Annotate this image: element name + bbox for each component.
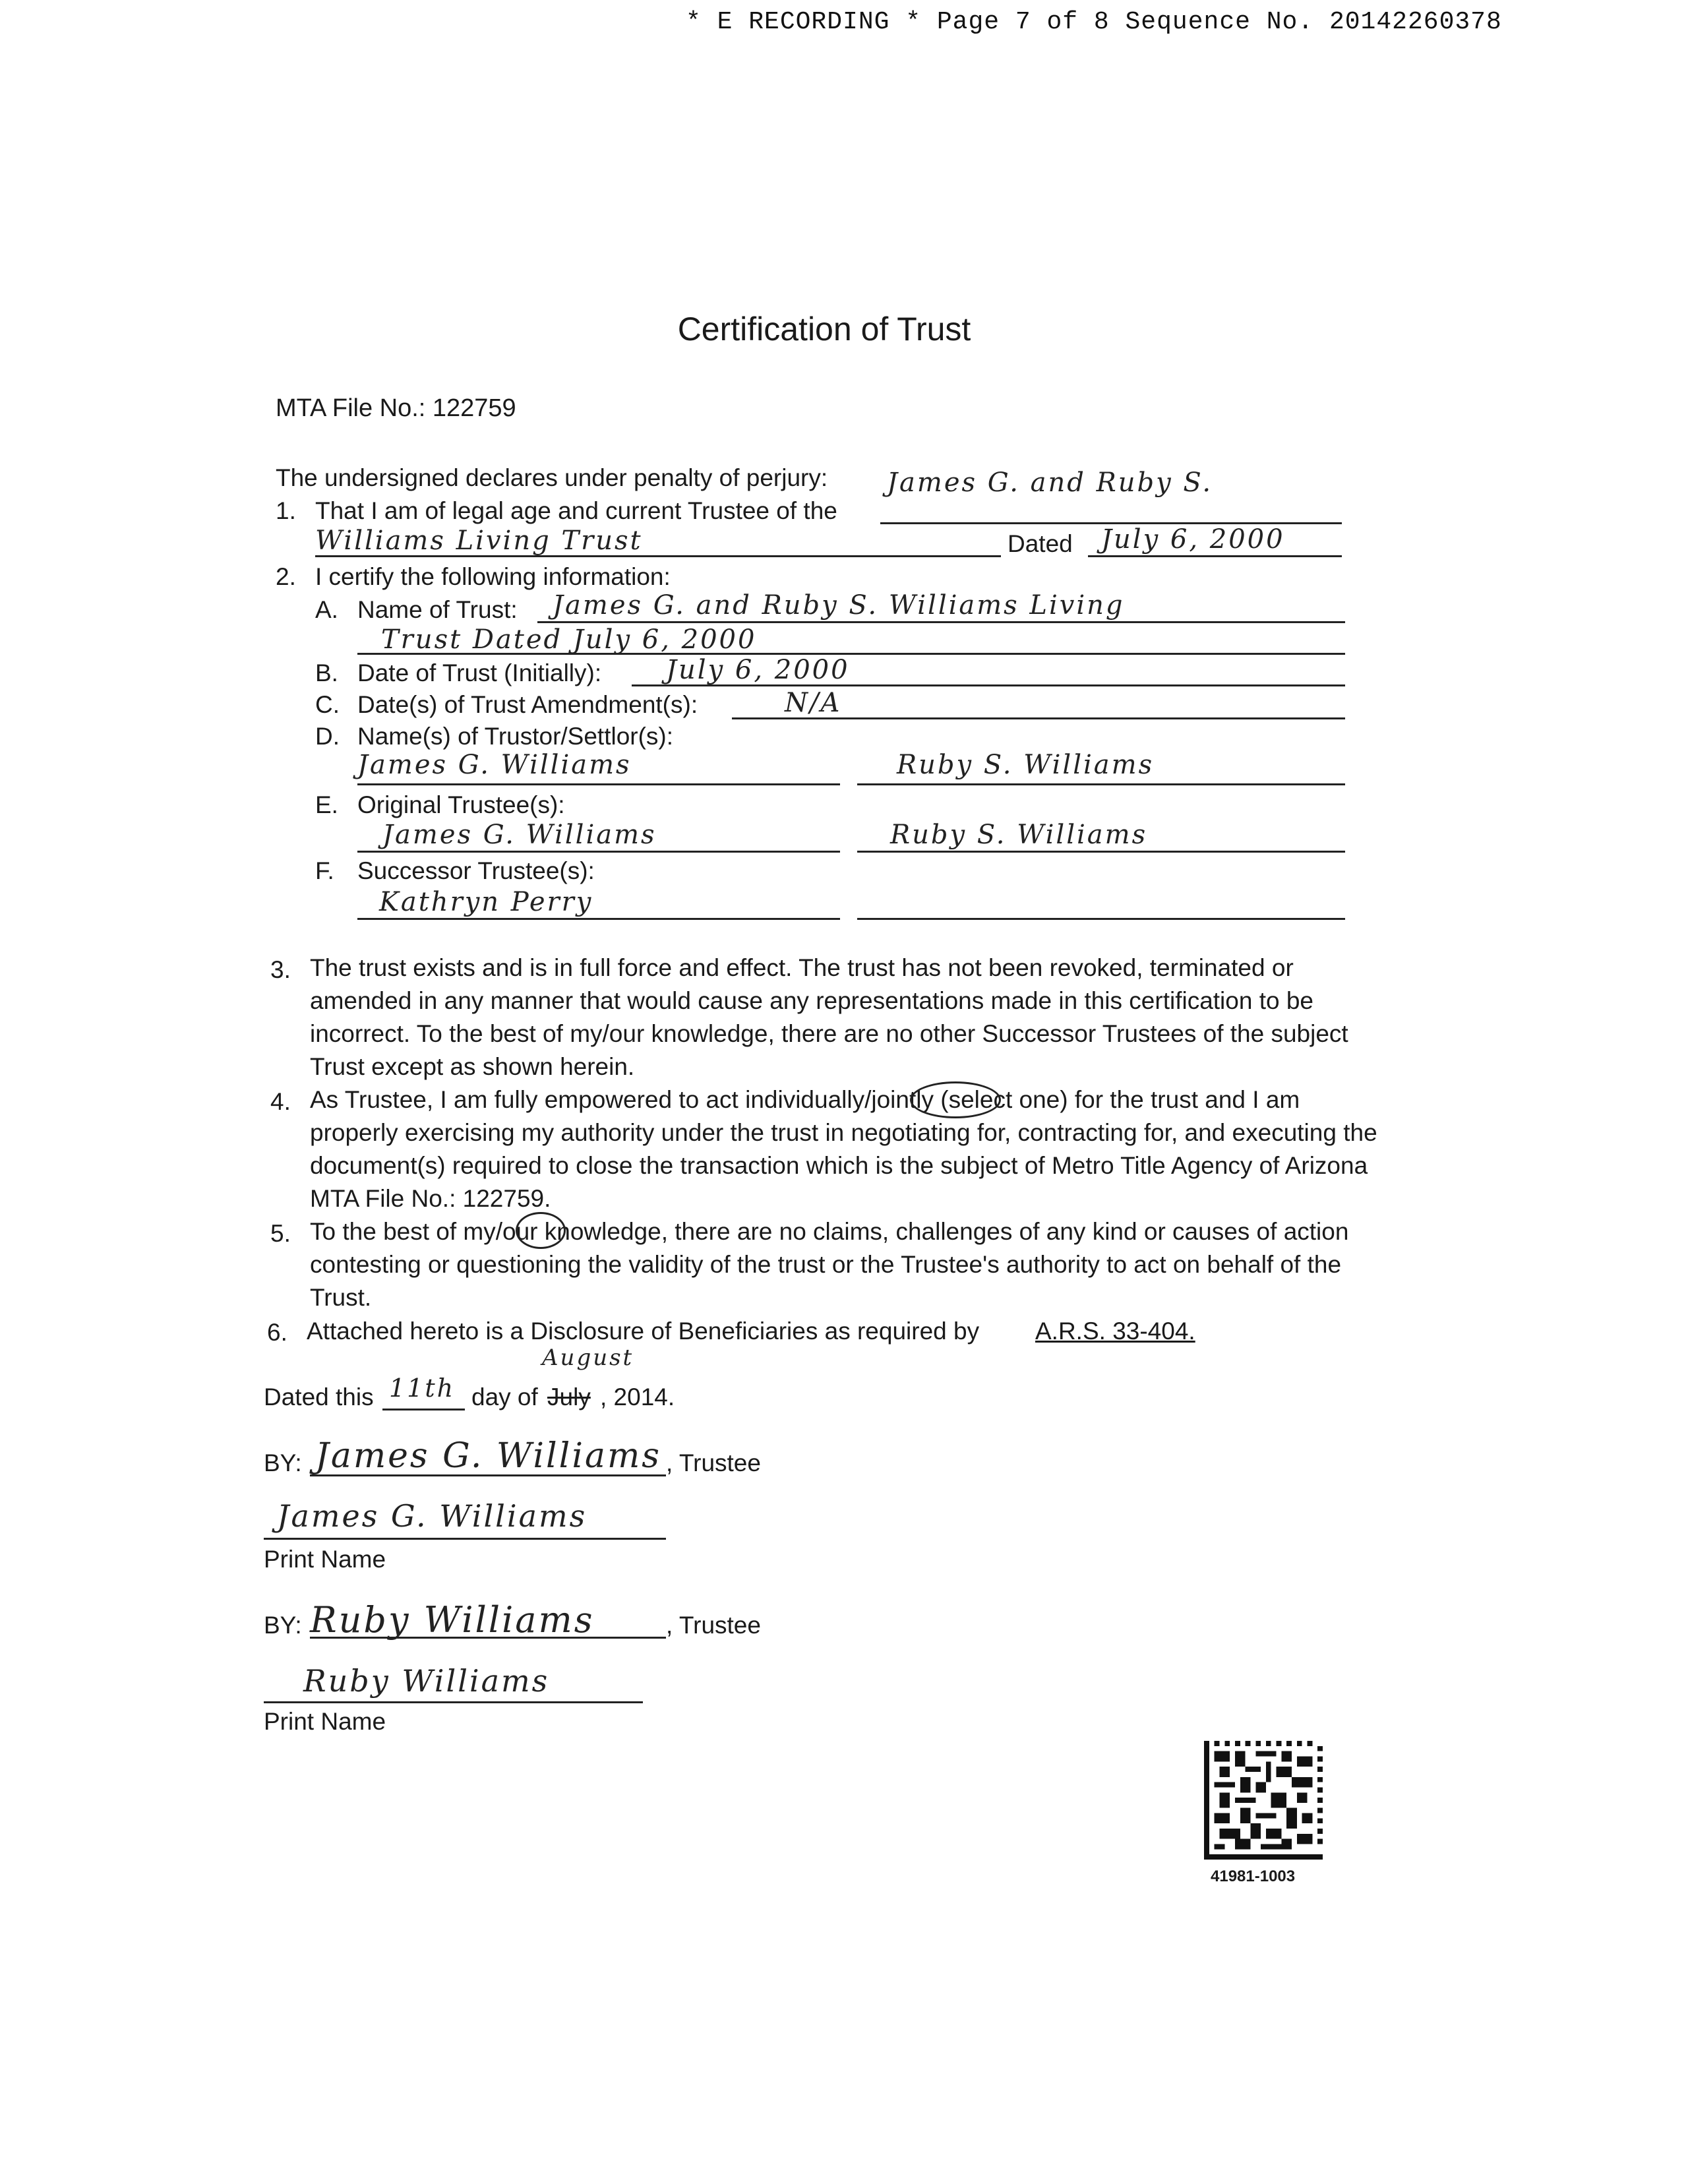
item-2-label: I certify the following information:: [315, 563, 671, 590]
item-2a-line-1: [537, 621, 1345, 623]
2d-barcode: [1203, 1741, 1324, 1860]
item-2a-line-2: [357, 653, 1345, 655]
handwritten-item-1-date: July 6, 2000: [1101, 524, 1285, 555]
jointly-selection-circle: [910, 1081, 1001, 1118]
handwritten-amendments: N/A: [785, 688, 842, 718]
print-name-label-2: Print Name: [264, 1708, 386, 1735]
signature-line-2: [310, 1637, 666, 1639]
item-2c-label: Date(s) of Trust Amendment(s):: [357, 691, 698, 718]
item-2e-line-left: [357, 851, 840, 853]
handwritten-original-trustee-1: James G. Williams: [382, 820, 657, 850]
item-5-number: 5.: [270, 1220, 291, 1247]
item-4-text: As Trustee, I am fully empowered to act individually/jointly (select one) for the trust and I am properly exercising my authority under the trust in negotiating for, contracting for, and executing the document(s) required to close the transaction which is the subject of Metro Title Agency of Arizona MTA File No.: 122759.: [310, 1086, 1377, 1212]
handwritten-day: 11th: [389, 1374, 456, 1403]
item-1-date-line: [1088, 555, 1342, 557]
handwritten-print-name-ruby: Ruby Williams: [303, 1663, 550, 1699]
handwritten-trust-name-line1: James G. and Ruby S.: [887, 468, 1213, 498]
trustee-role-2: , Trustee: [666, 1612, 761, 1639]
by-label-2: BY:: [264, 1612, 302, 1639]
trustee-role-1: , Trustee: [666, 1449, 761, 1476]
item-6-number: 6.: [267, 1319, 287, 1346]
signature-ruby: Ruby Williams: [310, 1599, 595, 1641]
item-1-label: That I am of legal age and current Trustee of the: [315, 497, 837, 524]
dated-year: , 2014.: [600, 1383, 675, 1410]
item-2d-letter: D.: [315, 723, 340, 750]
item-2b-line: [632, 684, 1345, 686]
item-2-number: 2.: [276, 563, 296, 590]
item-2c-line: [732, 717, 1345, 719]
barcode-caption: 41981-1003: [1211, 1867, 1296, 1885]
document-title: Certification of Trust: [677, 311, 971, 348]
handwritten-trust-name-line2: Williams Living Trust: [315, 526, 643, 556]
item-3-text: The trust exists and is in full force and effect. The trust has not been revoked, terminated or amended in any manner that would cause any representations made in this certification to be incorrect. To the best of my/our knowledge, there are no other Successor Trustees of the subject Trust except as shown herein.: [310, 954, 1348, 1080]
item-2b-label: Date of Trust (Initially):: [357, 659, 602, 686]
item-1-number: 1.: [276, 497, 296, 524]
item-2a-label: Name of Trust:: [357, 596, 518, 623]
handwritten-original-trustee-2: Ruby S. Williams: [890, 820, 1148, 850]
item-2e-letter: E.: [315, 791, 338, 818]
handwritten-trustor-1: James G. Williams: [357, 750, 632, 780]
recording-header: * E RECORDING * Page 7 of 8 Sequence No. 20142260378: [686, 8, 1502, 36]
print-name-label-1: Print Name: [264, 1546, 386, 1573]
item-2f-label: Successor Trustee(s):: [357, 857, 595, 884]
struck-month: July: [547, 1383, 591, 1410]
handwritten-month: August: [542, 1345, 634, 1371]
item-4-number: 4.: [270, 1088, 291, 1115]
item-2d-line-right: [857, 783, 1345, 785]
item-3-number: 3.: [270, 956, 291, 983]
dated-this-label: Dated this: [264, 1383, 374, 1410]
ars-statute-reference: A.R.S. 33-404.: [1035, 1318, 1195, 1345]
print-name-line-2: [264, 1701, 643, 1703]
item-2d-line-left: [357, 783, 840, 785]
item-5-text: To the best of my/our knowledge, there are no claims, challenges of any kind or causes of action contesting or questioning the validity of the trust or the Trustee's authority to act on behalf of the Trust.: [310, 1218, 1349, 1311]
item-2d-label: Name(s) of Trustor/Settlor(s):: [357, 723, 674, 750]
handwritten-trust-full-name-line1: James G. and Ruby S. Williams Living: [553, 590, 1125, 621]
day-of-label: day of: [471, 1383, 538, 1410]
item-2e-line-right: [857, 851, 1345, 853]
item-1-trust-line-2: [315, 555, 1001, 557]
item-1-dated-label: Dated: [1008, 530, 1073, 557]
item-2f-line-left: [357, 918, 840, 920]
print-name-line-1: [264, 1538, 666, 1540]
by-label-1: BY:: [264, 1449, 302, 1476]
handwritten-print-name-james: James G. Williams: [277, 1498, 588, 1534]
item-2c-letter: C.: [315, 691, 340, 718]
preamble: The undersigned declares under penalty of perjury:: [276, 464, 828, 491]
dated-day-line: [382, 1409, 465, 1410]
item-2f-line-right: [857, 918, 1345, 920]
signature-line-1: [310, 1474, 666, 1476]
item-2a-letter: A.: [315, 596, 338, 623]
handwritten-trust-date: July 6, 2000: [666, 655, 850, 685]
handwritten-successor-trustee: Kathryn Perry: [379, 887, 593, 917]
item-6-text: Attached hereto is a Disclosure of Beneficiaries as required by: [307, 1318, 980, 1345]
signature-james: James G. Williams: [315, 1436, 661, 1476]
item-2f-letter: F.: [315, 857, 334, 884]
item-2b-letter: B.: [315, 659, 338, 686]
handwritten-trust-full-name-line2: Trust Dated July 6, 2000: [381, 624, 757, 655]
item-2e-label: Original Trustee(s):: [357, 791, 565, 818]
file-number: MTA File No.: 122759: [276, 394, 516, 422]
handwritten-trustor-2: Ruby S. Williams: [897, 750, 1155, 780]
our-selection-circle: [516, 1212, 566, 1249]
